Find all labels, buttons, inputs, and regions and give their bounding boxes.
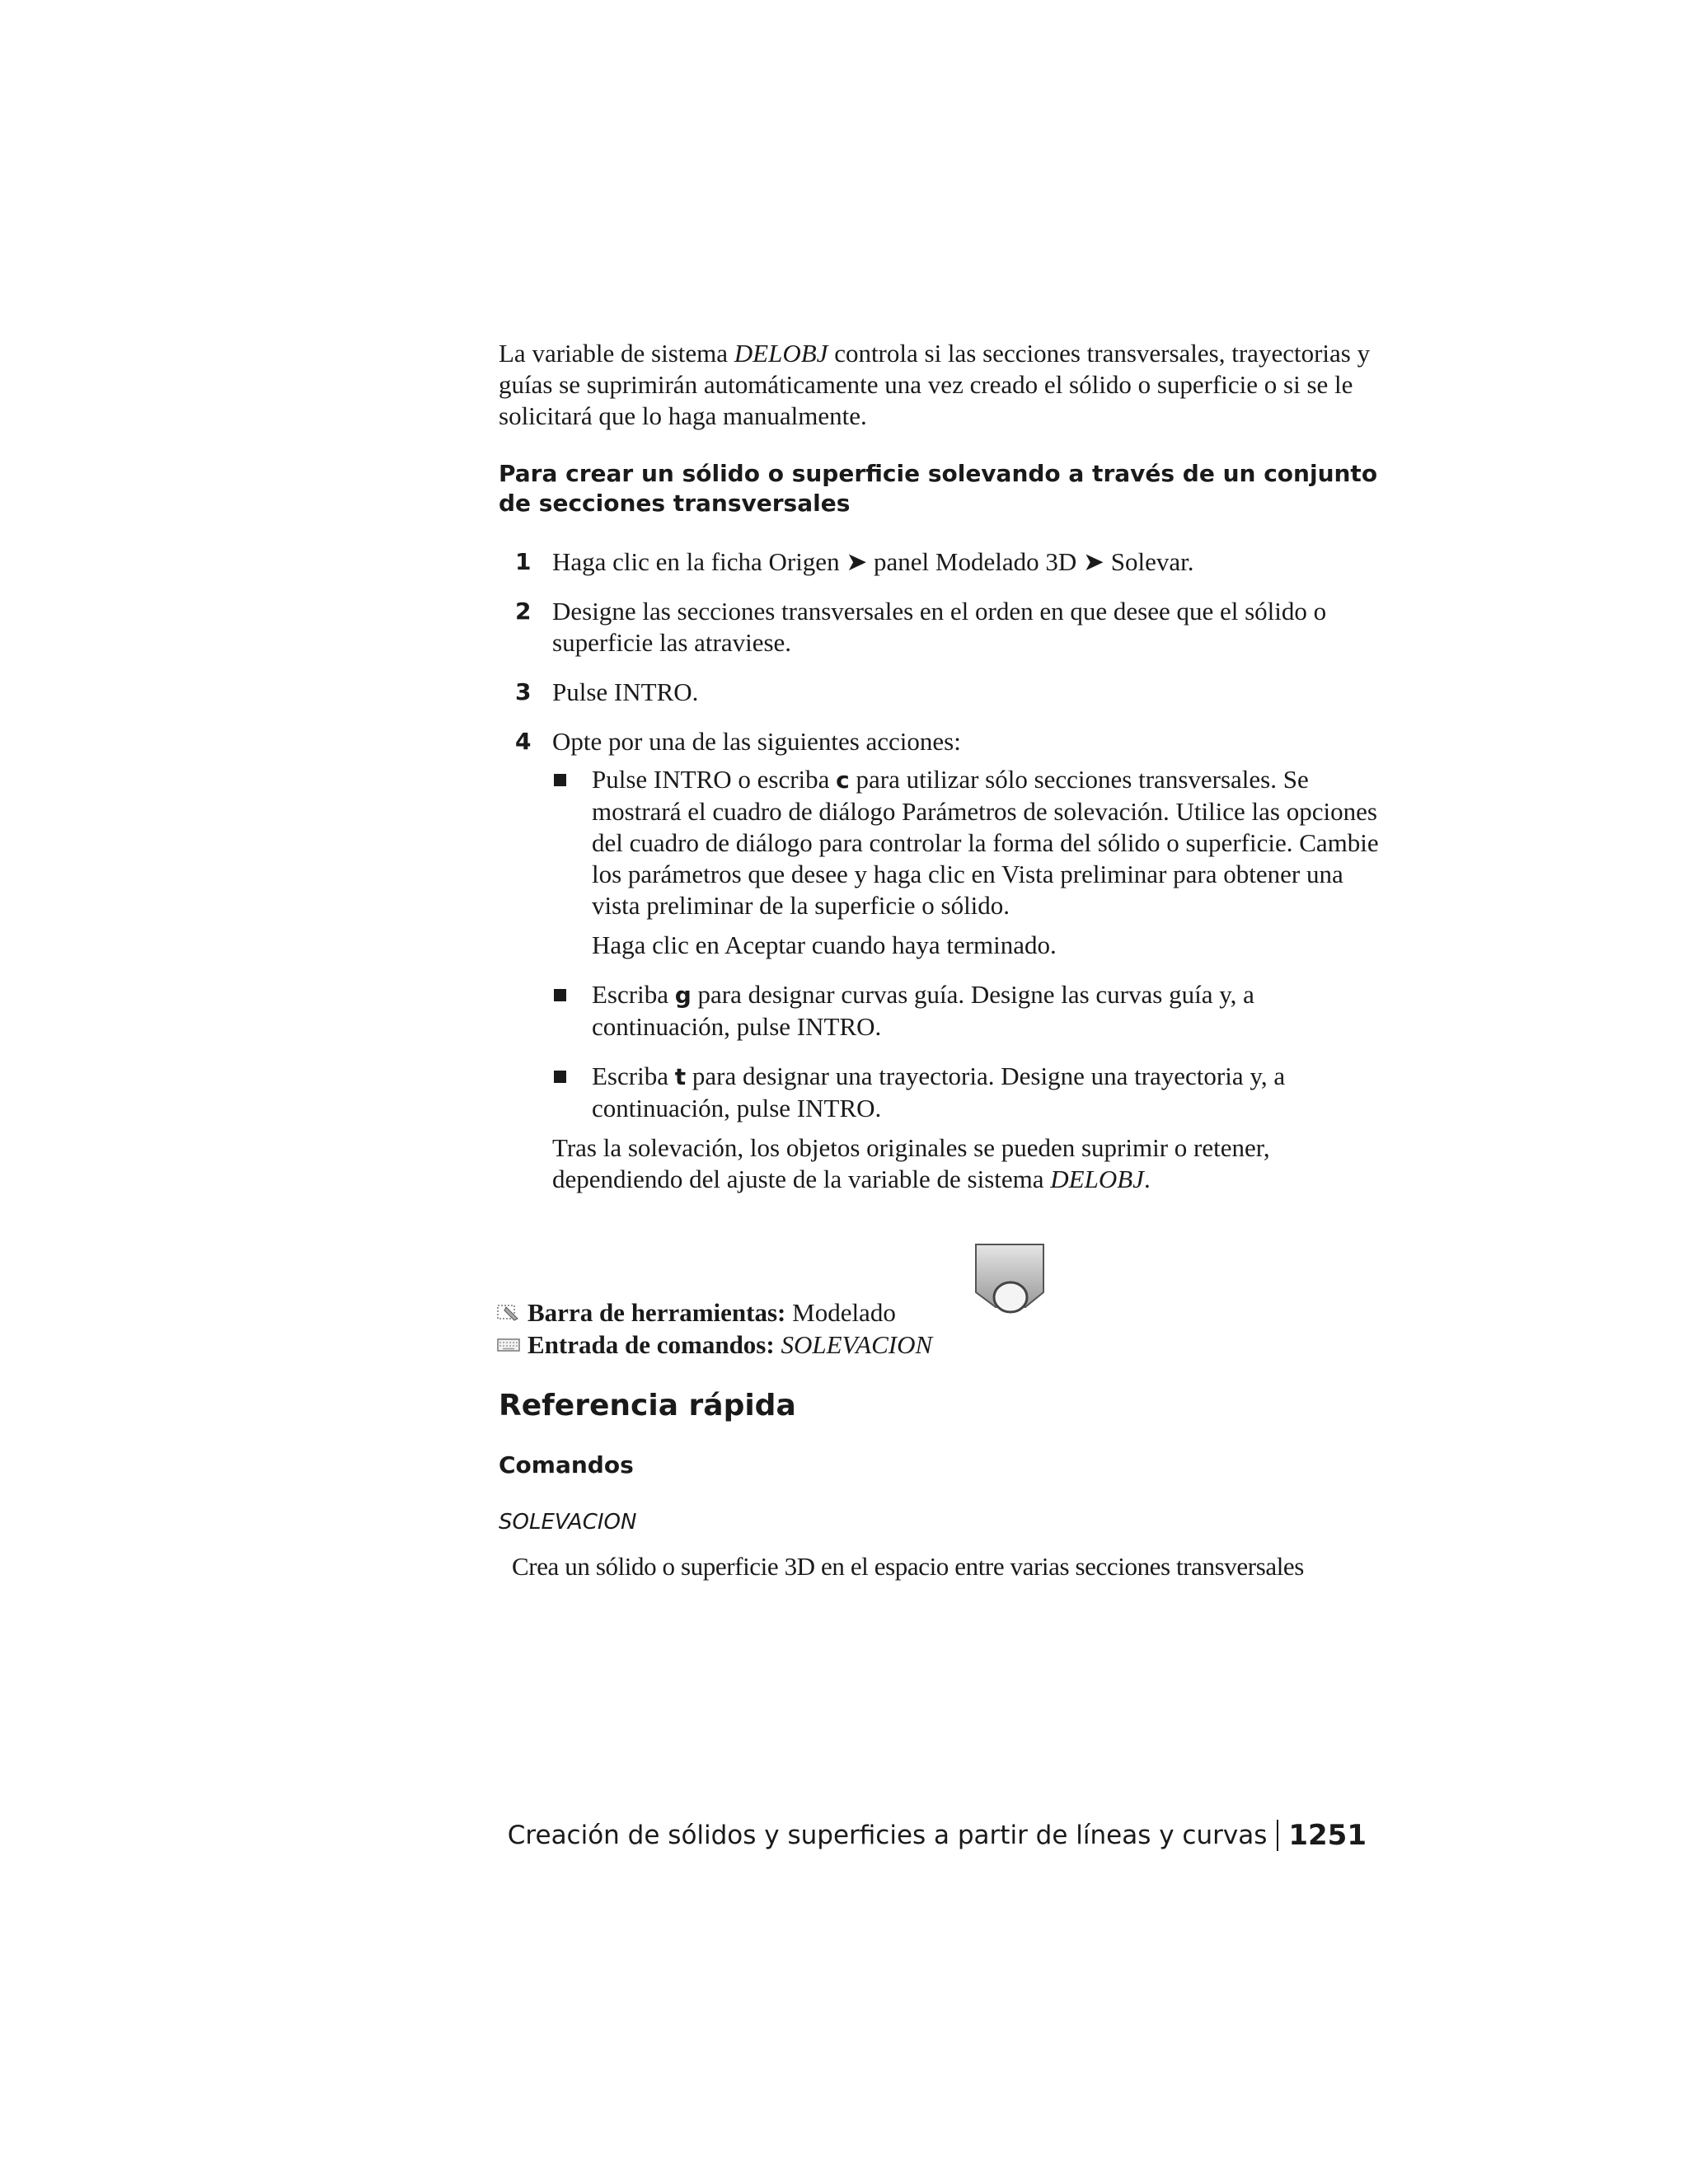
- intro-paragraph: [499, 338, 1381, 432]
- step-text: Opte por una de las siguientes acciones:: [552, 727, 961, 756]
- option-key: c: [836, 766, 850, 794]
- step-2: [515, 596, 1381, 658]
- step-number: 3: [515, 678, 532, 705]
- step-1: [515, 546, 1381, 578]
- step-3: [515, 677, 1381, 708]
- page-footer: [508, 1819, 1367, 1852]
- step-number: 2: [515, 598, 532, 625]
- command-name: SOLEVACION: [499, 1510, 637, 1535]
- list-item: [552, 764, 1381, 961]
- toolbar-label: Barra de herramientas:: [528, 1298, 786, 1327]
- loft-tool-icon: [973, 1241, 1048, 1317]
- bullet-square-icon: [552, 1061, 592, 1124]
- command-access-row: [496, 1329, 932, 1361]
- command-label: Entrada de comandos:: [528, 1330, 775, 1359]
- trailing-paragraph: Tras la solevación, los objetos originales se pueden suprimir o retener, dependiendo del ajuste de la variable de sistema DELOBJ.: [552, 1133, 1270, 1193]
- quick-reference-heading: Referencia rápida: [499, 1389, 796, 1422]
- command-description: Crea un sólido o superficie 3D en el espacio entre varias secciones transversales: [512, 1552, 1304, 1581]
- footer-divider: [1277, 1820, 1278, 1851]
- bullet-square-icon: [552, 979, 592, 1043]
- bullet-text: Pulse INTRO o escriba c para utilizar sólo secciones transversales. Se mostrará el cuadro de diálogo Parámetros de solevación. Utilice las opciones del cuadro de diálogo para controlar la forma del sólido o superficie. Cambie los parámetros que desee y haga clic en Vista preliminar para obtener una vista preliminar de la superficie o sólido.: [592, 765, 1379, 920]
- step-4: [515, 726, 1381, 757]
- page-body: [499, 338, 1381, 1582]
- option-key: g: [674, 982, 692, 1009]
- command-value: SOLEVACION: [781, 1330, 933, 1359]
- toolbar-icon: [496, 1302, 521, 1324]
- system-variable-name: DELOBJ: [734, 339, 828, 368]
- intro-text-start: La variable de sistema: [499, 339, 734, 368]
- step-number: 4: [515, 728, 532, 755]
- step-text: Pulse INTRO.: [552, 677, 699, 706]
- step-text: Haga clic en la ficha Origen ➤ panel Modelado 3D ➤ Solevar.: [552, 547, 1194, 576]
- bullet-extra-text: Haga clic en Aceptar cuando haya terminado.: [592, 930, 1057, 959]
- commands-heading: Comandos: [499, 1451, 634, 1479]
- procedure-heading: Para crear un sólido o superficie solevando a través de un conjunto de secciones transversales: [499, 460, 1378, 517]
- page-number: 1251: [1288, 1819, 1367, 1852]
- step-number: 1: [515, 548, 532, 575]
- bullet-text: Escriba t para designar una trayectoria. Designe una trayectoria y, a continuación, pulse INTRO.: [592, 1062, 1286, 1122]
- bullet-square-icon: [552, 764, 592, 961]
- toolbar-value: Modelado: [792, 1298, 896, 1327]
- toolbar-access-row: [496, 1297, 896, 1329]
- bullet-text: Escriba g para designar curvas guía. Designe las curvas guía y, a continuación, pulse INTRO.: [592, 980, 1254, 1041]
- options-list: [552, 764, 1381, 1124]
- step-text: Designe las secciones transversales en el orden en que desee que el sólido o superficie las atraviese.: [552, 597, 1327, 657]
- footer-chapter-title: Creación de sólidos y superficies a partir de líneas y curvas: [507, 1821, 1268, 1850]
- access-methods: [499, 1241, 1381, 1357]
- keyboard-icon: [496, 1334, 521, 1356]
- list-item: [552, 979, 1381, 1043]
- system-variable-name: DELOBJ: [1050, 1165, 1144, 1193]
- list-item: [552, 1061, 1381, 1124]
- intro-text-end: controla si las secciones transversales, trayectorias y guías se suprimirán automáticamente una vez creado el sólido o superficie o si se le solicitará que lo haga manualmente.: [499, 339, 1371, 430]
- option-key: t: [674, 1063, 687, 1090]
